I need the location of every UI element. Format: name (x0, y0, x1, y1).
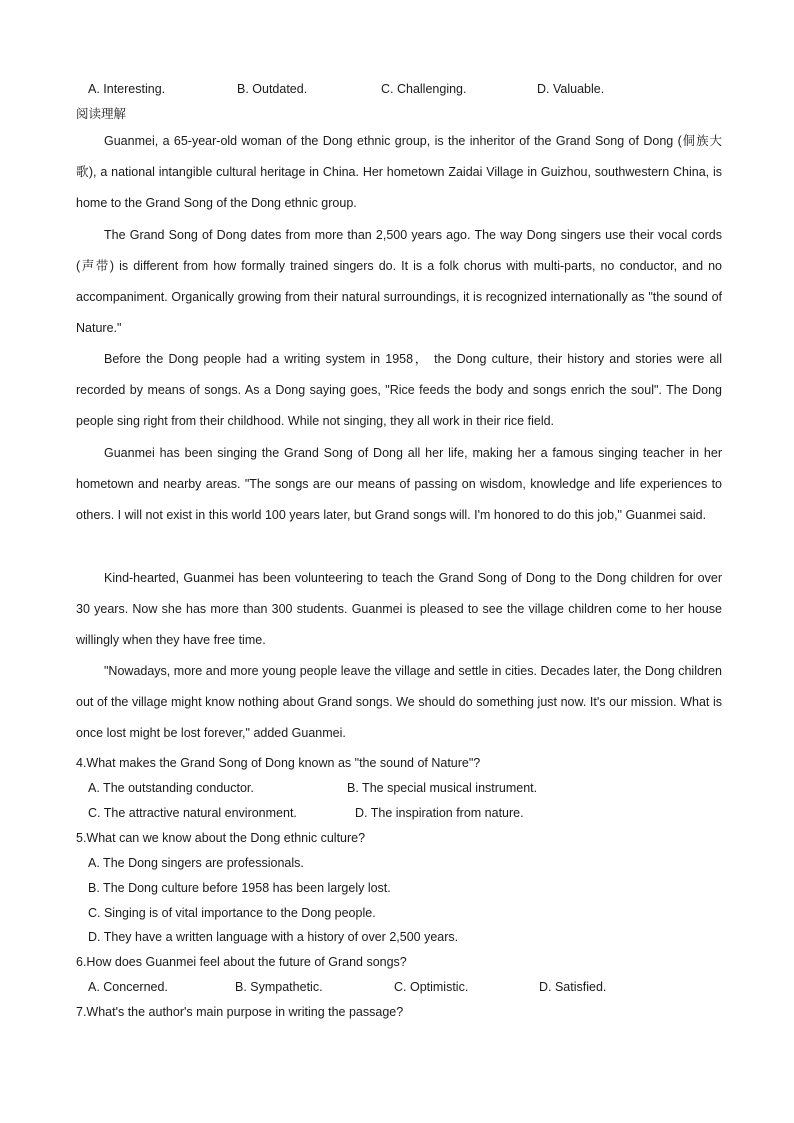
passage-paragraph-1: Guanmei, a 65-year-old woman of the Dong ethnic group, is the inheritor of the Grand Song of Dong (侗族大歌), a national intangible cultural heritage in China. Her hometown Zaidai Village in Guizhou, southwestern China, is home to the Grand Song of the Dong ethnic group. (76, 134, 722, 210)
q3-option-d: D. Valuable. (537, 82, 605, 96)
question-5-stem: 5.What can we know about the Dong ethnic culture? (76, 831, 366, 845)
passage-paragraph-3: Before the Dong people had a writing system in 1958， the Dong culture, their history and stories were all recorded by means of songs. As a Dong saying goes, "Rice feeds the body and songs enrich the soul". The Dong people sing right from their childhood. While not singing, they all work in their rice field. (76, 352, 722, 428)
q6-option-b: B. Sympathetic. (235, 980, 323, 994)
q3-option-a: A. Interesting. (88, 82, 166, 96)
q5-option-c: C. Singing is of vital importance to the Dong people. (88, 906, 376, 920)
q4-option-b: B. The special musical instrument. (347, 781, 538, 795)
passage-paragraph-4: Guanmei has been singing the Grand Song of Dong all her life, making her a famous singing teacher in her hometown and nearby areas. "The songs are our means of passing on wisdom, knowledge and life experiences to others. I will not exist in this world 100 years later, but Grand songs will. I'm honored to do this job," Guanmei said. (76, 446, 722, 522)
q5-option-d: D. They have a written language with a history of over 2,500 years. (88, 930, 459, 944)
q3-option-b: B. Outdated. (237, 82, 308, 96)
q4-option-a: A. The outstanding conductor. (88, 781, 254, 795)
question-6-stem: 6.How does Guanmei feel about the future of Grand songs? (76, 955, 407, 969)
passage-paragraph-5: Kind-hearted, Guanmei has been volunteering to teach the Grand Song of Dong to the Dong children for over 30 years. Now she has more than 300 students. Guanmei is pleased to see the village children come to her house willingly when they have free time. (76, 571, 722, 647)
q6-option-d: D. Satisfied. (539, 980, 607, 994)
q4-option-d: D. The inspiration from nature. (355, 806, 524, 820)
section-heading: 阅读理解 (76, 107, 127, 121)
question-4-stem: 4.What makes the Grand Song of Dong known as "the sound of Nature"? (76, 756, 481, 770)
q3-option-c: C. Challenging. (381, 82, 467, 96)
q5-option-a: A. The Dong singers are professionals. (88, 856, 304, 870)
passage-paragraph-6: "Nowadays, more and more young people leave the village and settle in cities. Decades later, the Dong children out of the village might know nothing about Grand songs. We should do something just now. It's our mission. What is once lost might be lost forever," added Guanmei. (76, 664, 722, 740)
q4-option-c: C. The attractive natural environment. (88, 806, 297, 820)
q6-option-c: C. Optimistic. (394, 980, 469, 994)
q5-option-b: B. The Dong culture before 1958 has been largely lost. (88, 881, 391, 895)
q6-option-a: A. Concerned. (88, 980, 168, 994)
question-7-stem: 7.What's the author's main purpose in writing the passage? (76, 1005, 404, 1019)
passage-paragraph-2: The Grand Song of Dong dates from more than 2,500 years ago. The way Dong singers use their vocal cords (声带) is different from how formally trained singers do. It is a folk chorus with multi-parts, no conductor, and no accompaniment. Organically growing from their natural surroundings, it is recognized internationally as "the sound of Nature." (76, 228, 722, 335)
